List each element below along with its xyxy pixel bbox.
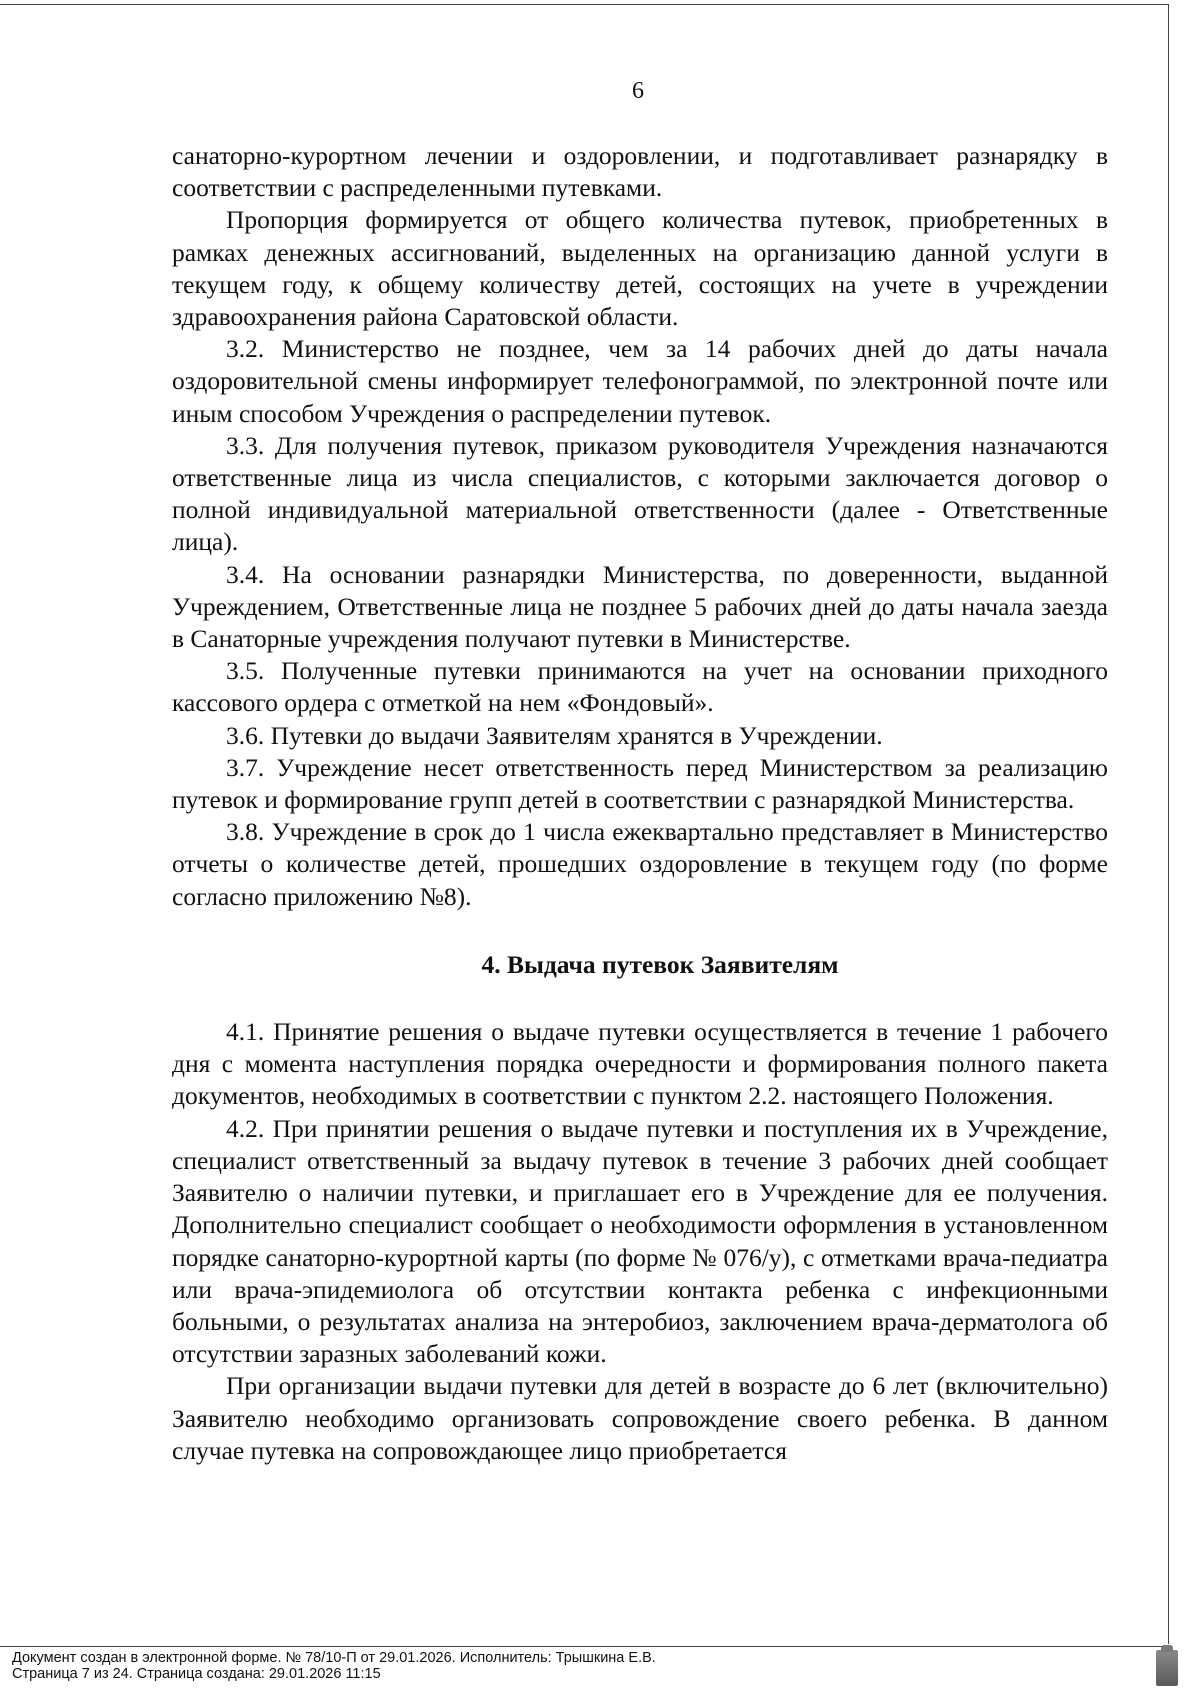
paragraph: санаторно-курортном лечении и оздоровлении, и подготавливает разнарядку в соответствии с распределенными путевками. bbox=[172, 141, 1108, 203]
paragraph: При организации выдачи путевки для детей в возрасте до 6 лет (включительно) Заявителю необходимо организовать сопровождение своего ребенка. В данном случае путевка на сопровождающее лицо приобретается bbox=[172, 1371, 1108, 1465]
page-border-right bbox=[1168, 4, 1169, 1644]
paragraph: 3.3. Для получения путевок, приказом руководителя Учреждения назначаются ответственные лица из числа специалистов, с которыми заключается договор о полной индивидуальной материальной ответственности (далее - Ответственные лица). bbox=[172, 430, 1108, 557]
paragraph: 3.4. На основании разнарядки Министерства, по доверенности, выданной Учреждением, Ответственные лица не позднее 5 рабочих дней до даты начала заезда в Санаторные учреждения получают путевки в Министерстве. bbox=[172, 559, 1108, 654]
paragraph: 3.8. Учреждение в срок до 1 числа ежеквартально представляет в Министерство отчеты о количестве детей, прошедших оздоровление в текущем году (по форме согласно приложению №8). bbox=[172, 817, 1108, 911]
section-heading: 4. Выдача путевок Заявителям bbox=[481, 949, 839, 979]
paragraph: 4.1. Принятие решения о выдаче путевки осуществляется в течение 1 рабочего дня с момента наступления порядка очередности и формирования полного пакета документов, необходимых в соответствии с пунктом 2.2. настоящего Положения. bbox=[172, 1017, 1108, 1111]
paragraph: 4.2. При принятии решения о выдаче путевки и поступления их в Учреждение, специалист ответственный за выдачу путевок в течение 3 рабочих дней сообщает Заявителю о наличии путевки, и приглашает его в Учреждение для ее получения. Дополнительно специалист сообщает о необходимости оформления в установленном порядке санаторно-курортной карты (по форме № 076/у), с отметками врача-педиатра или врача-эпидемиолога об отсутствии контакта ребенка с инфекционными больными, о результатах анализа на энтеробиоз, заключением врача-дерматолога об отсутствии заразных заболеваний кожи. bbox=[172, 1113, 1108, 1369]
footer-divider bbox=[0, 1646, 1168, 1647]
footer-line-1: Документ создан в электронной форме. № 78/10-П от 29.01.2026. Исполнитель: Трышкина Е.В. bbox=[12, 1650, 656, 1666]
footer bbox=[12, 1650, 656, 1682]
paragraph: 3.5. Полученные путевки принимаются на учет на основании приходного кассового ордера с отметкой на нем «Фондовый». bbox=[172, 656, 1108, 718]
paragraph: 3.7. Учреждение несет ответственность перед Министерством за реализацию путевок и формирование групп детей в соответствии с разнарядкой Министерства. bbox=[172, 752, 1108, 815]
footer-line-2: Страница 7 из 24. Страница создана: 29.01.2026 11:15 bbox=[12, 1666, 381, 1682]
paragraph: 3.2. Министерство не позднее, чем за 14 рабочих дней до даты начала оздоровительной смены информирует телефонограммой, по электронной почте или иным способом Учреждения о распределении путевок. bbox=[172, 334, 1108, 428]
stamp-icon bbox=[1156, 1650, 1178, 1686]
paragraph: Пропорция формируется от общего количества путевок, приобретенных в рамках денежных ассигнований, выделенных на организацию данной услуги в текущем году, к общему количеству детей, состоящих на учете в учреждении здравоохранения района Саратовской области. bbox=[172, 205, 1108, 332]
page-border-top bbox=[0, 4, 1168, 5]
page-number: 6 bbox=[632, 78, 644, 104]
document-body bbox=[172, 140, 1108, 1467]
paragraphs-after bbox=[172, 1016, 1108, 1467]
paragraph: 3.6. Путевки до выдачи Заявителям хранятся в Учреждении. bbox=[226, 720, 883, 750]
paragraphs-before bbox=[172, 140, 1108, 913]
